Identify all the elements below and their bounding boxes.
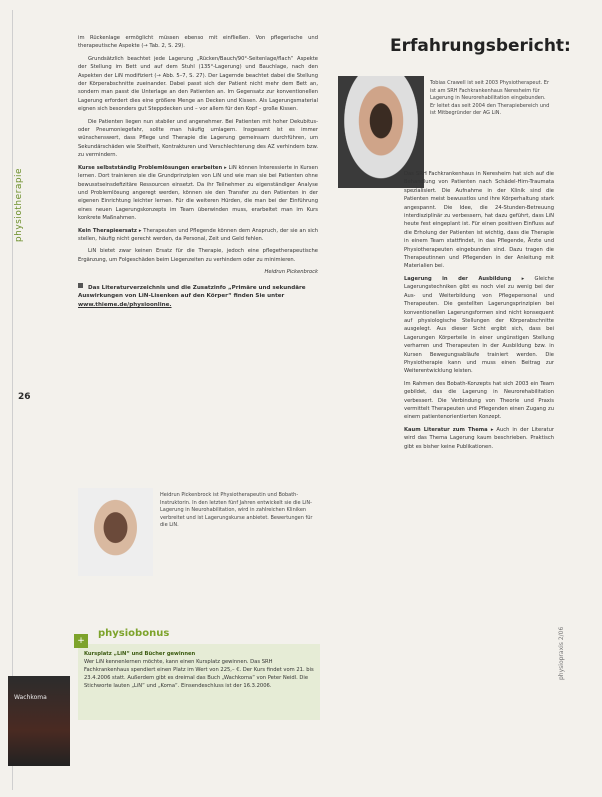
right-column — [404, 170, 554, 455]
author-photo — [78, 488, 153, 576]
book-cover — [8, 676, 70, 766]
body-paragraph: Im Rahmen des Bobath-Konzepts hat sich 2003 ein Team gebildet, das die Lagerung in Neurorehabilitation verbessert. Die Verbindung von Theorie und Praxis vermittelt Therapeuten und Pflegenden einen Zugang zu einem patientenorientierten Konzept. — [404, 380, 554, 421]
subhead-paragraph — [404, 426, 554, 451]
subhead-paragraph — [78, 164, 318, 223]
literature-link[interactable]: www.thieme.de/physioonline. — [78, 301, 172, 308]
subheading: Kurse selbstständig Problemlösungen erarbeiten ▸ — [78, 164, 227, 171]
book-title: Wachkoma — [14, 694, 47, 701]
author-bio: Heidrun Pickenbrock ist Physiotherapeutin und Bobath-Instruktorin. In den letzten fünf Jahren entwickelt sie die LiN-Lagerung in Neurohabilitation, wird in zahlreichen Kliniken verbreitet und ist Lagerungskurse anbietet. Bewertungen für die LiN. — [160, 492, 313, 529]
author-box — [78, 488, 318, 578]
plus-icon: + — [74, 634, 88, 648]
body-text: LiN können Interessierte in Kursen lernen. Dort trainieren sie die Grundprinzipien von LiN und wie man sie bei Patienten ohne bewusstseinsdefizitäre Ressourcen einsetzt. Da ihr Teilnehmer zu eigenständiger Analyse und Problemlösung angeregt werden, können sie den Transfer zu den Patienten in der eigenen Einrichtung leichter lernen. Für die weiteren Hürden, die man bei der Einführung eines neuen Lagerungskonzepts im Team überwinden muss, erarbeitet man im Kurs konkrete Maßnahmen. — [78, 164, 318, 222]
body-text: Gleiche Lagerungstechniken gibt es noch viel zu wenig bei der Aus- und Weiterbildung von Pflegepersonal und Therapeuten. Die gestellten Lagerungsprinzipien bei konventionellen Lagerungsformen sind nicht konsequent auf physiologische Stellungen der Körperabschnitte ausgelegt. Aus dieser Sicht ergibt sich, dass bei Lagerungen Körperteile in einer ungünstigen Stellung verharren und Therapeuten in der Ausbildung bzw. in Kursen Bewegungsabläufe trainiert werden. Die Physiotherapie kann und muss einen Beitrag zur Weiterentwicklung leisten. — [404, 275, 554, 375]
left-column — [78, 34, 318, 309]
physiobonus-title: Kursplatz „LiN“ und Bücher gewinnen — [84, 651, 196, 657]
subheading: Kaum Literatur zum Thema ▸ — [404, 426, 494, 433]
author-signature: Heidrun Pickenbrock — [264, 269, 318, 276]
photo-caption: Tobias Crawell ist seit 2003 Physiotherapeut. Er ist am SRH Fachkrankenhaus Neresheim für Lagerung in Neurorehabilitation eingebunden. Er leitet das seit 2004 den Therapiebereich und ist Mitbegründer der AG LiN. — [430, 80, 550, 117]
body-paragraph: Das SRH Fachkrankenhaus in Neresheim hat sich auf die Behandlung von Patienten nach Schädel-Hirn-Traumata spezialisiert. Die Aufnahme in der Klinik sind die Patienten meist bewusstlos und ihre Körperhaltung stark angespannt. Die Idee, die 24-Stunden-Betreuung interdisziplinär zu verbessern, hat dazu geführt, dass LiN heute fest eingeplant ist. Für einen positiven Einfluss auf die Erholung der Patienten ist wichtig, dass die Therapie in einem Team stattfindet, in das Pflegende, Ärzte und Physiotherapeuten eingebunden sind. Dazu tragen die Therapeutinnen und Pflegenden in der Anleitung mit Materialien bei. — [404, 171, 554, 270]
subheading: Kein Therapieersatz ▸ — [78, 227, 142, 234]
subheading: Lagerung in der Ausbildung ▸ — [404, 275, 525, 282]
subhead-paragraph — [404, 275, 554, 376]
page-headline: Erfahrungsbericht: — [390, 36, 571, 56]
literature-text: Das Literaturverzeichnis und die Zusatzinfo „Primäre und sekundäre Auswirkungen von LiN-Lisenken auf den Körper“ finden Sie unter — [78, 284, 306, 300]
section-tag: physiotherapie — [14, 167, 25, 243]
side-footer: physiopraxis 2/06 — [558, 626, 565, 680]
body-text: Auch in der Literatur wird das Thema Lagerung kaum beschrieben. Praktisch gibt es bisher keine Publikationen. — [404, 426, 554, 450]
physiobonus-heading: physiobonus — [98, 628, 170, 639]
body-paragraph: Grundsätzlich beachtet jede Lagerung „Rücken/Bauch/90°-Seitenlage/flach“ Aspekte der Stellung im Bett und auf dem Stuhl (135°-Lagerung) und Bauchlage, nach den Aspekten der LiN modifiziert (→ Abb. 5–7, S. 27). Der Lagernde beachtet dabei die Stellung der Körperabschnitte zueinander. Dabei passt sich der Patient nicht mehr dem Bett an, sondern man passt die Unterlage an den Patienten an. Im Gegensatz zur konventionellen Lagerung erfordert dies eine größere Menge an Decken und Kissen. Als Lagerungsmaterial eignen sich besonders gut Steppdecken und – vor allem für den Kopf – große Kissen. — [78, 55, 318, 113]
body-paragraph: Die Patienten liegen nun stabiler und angenehmer. Bei Patienten mit hoher Dekubitus- oder Pneumoniegefahr, sollte man häufig umlagern. Insgesamt ist es immer wünschenswert, dass Pflege und Therapie die Lagerung gemeinsam durchführen, um Sekundärschäden wie Steifheit, Kontrakturen und Verschlechterung des AZ verhindern bzw. zu vermindern. — [78, 118, 318, 159]
physiobonus-box — [77, 636, 320, 720]
square-bullet-icon — [78, 283, 83, 288]
subhead-paragraph — [78, 227, 318, 244]
literature-note — [78, 283, 318, 310]
body-text: Therapeuten und Pflegende können dem Anspruch, der sie an sich stellen, häufig nicht gerecht werden, da Personal, Zeit und Geld fehlen. — [78, 227, 318, 242]
page-number: 26 — [18, 392, 31, 402]
physiobonus-body: Wer LiN kennenlernen möchte, kann einen Kursplatz gewinnen. Das SRH Fachkrankenhaus spendiert einen Platz im Wert von 225,– €. Der Kurs findet vom 21. bis 23.4.2006 statt. Außerdem gibt es dreimal das Buch „Wachkoma“ von Peter Neidl. Die Stichworte lauten „LiN“ und „Koma“. Einsendeschluss ist der 16.3.2006. — [84, 659, 314, 689]
physiobonus-text-block — [78, 650, 318, 690]
gutter-divider — [12, 10, 13, 790]
intro-paragraph: im Rückenlage ermöglicht müssen ebenso mit einfließen. Von pflegerische und therapeutische Aspekte (→ Tab. 2, S. 29). — [78, 35, 318, 50]
body-paragraph: LiN bietet zwar keinen Ersatz für die Therapie, jedoch eine pflegetherapeutische Ergänzung, um Folgeschäden beim Liegenzeiten zu verhindern oder zu minimieren. — [78, 248, 318, 263]
